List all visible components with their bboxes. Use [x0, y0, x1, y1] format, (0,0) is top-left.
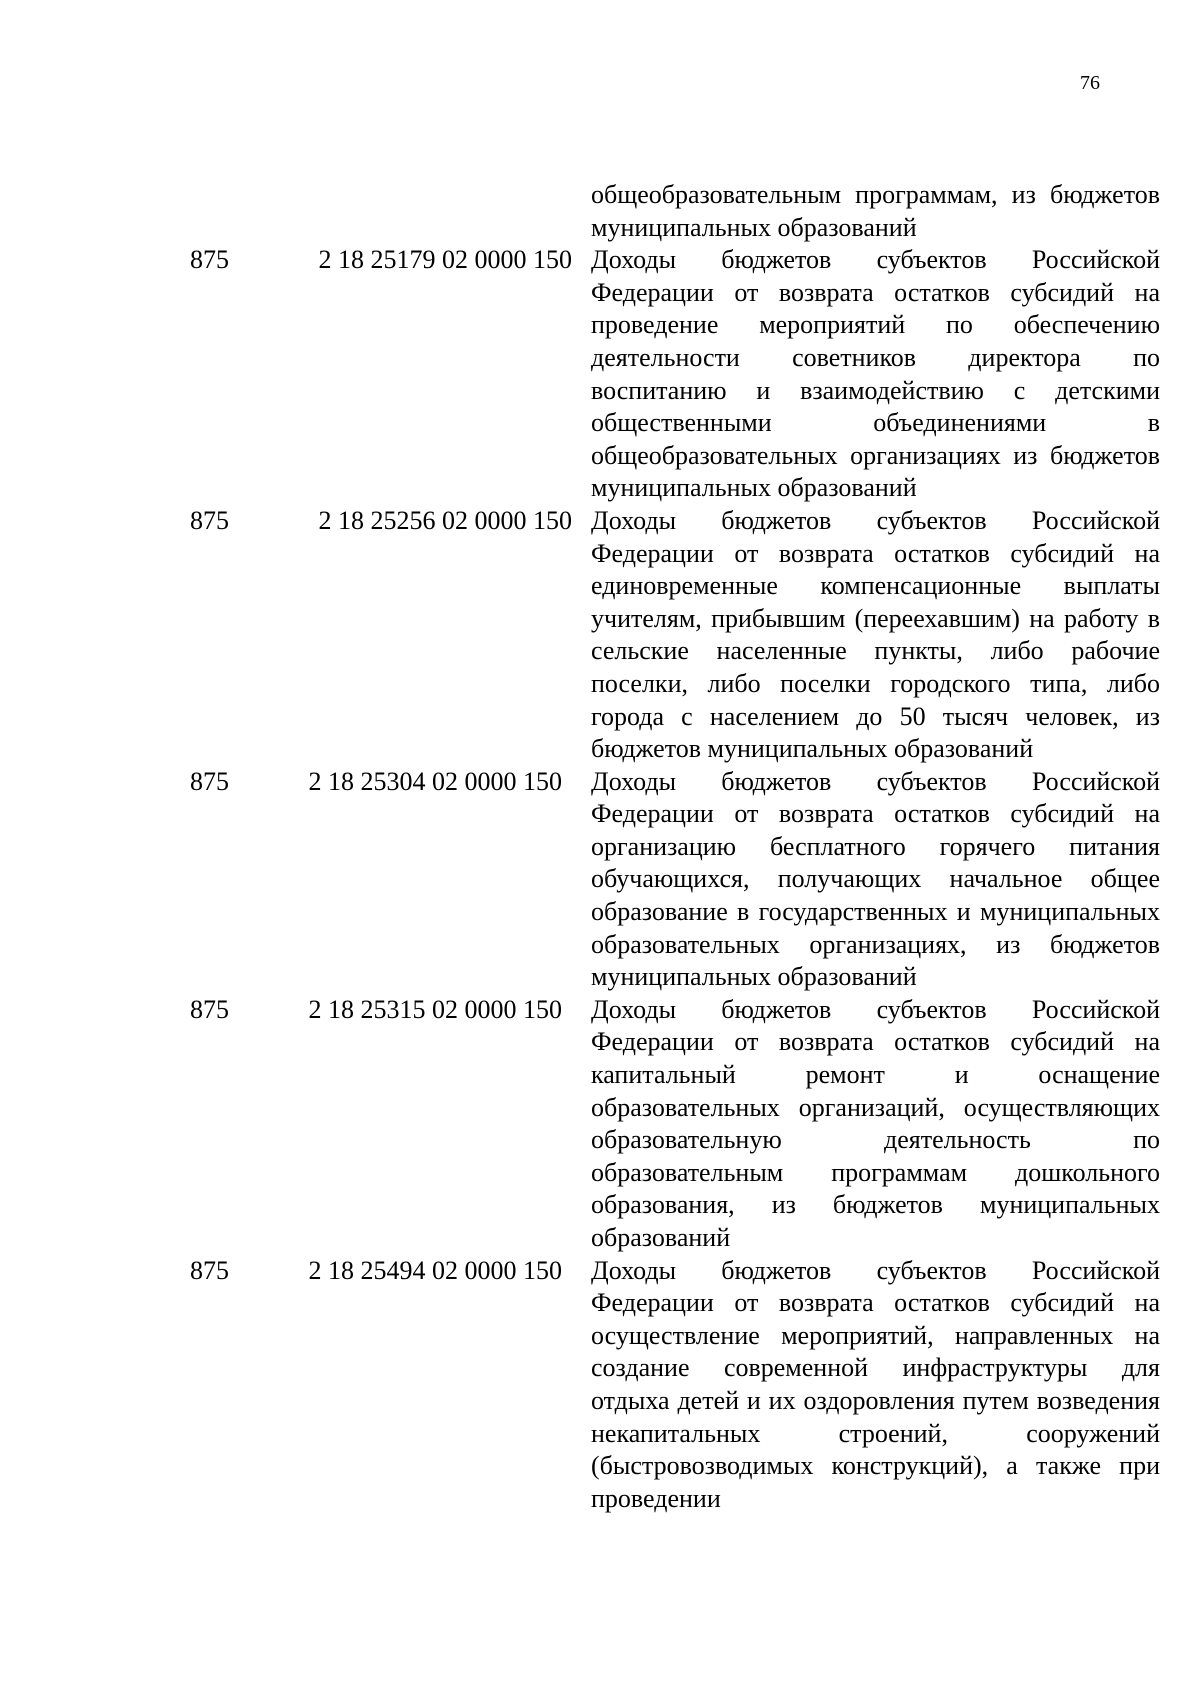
revenue-description: Доходы бюджетов субъектов Российской Федерации от возврата остатков субсидий на единовременные компенсационные выплаты учителям, прибывшим (переехавшим) на работу в сельские населенные пункты, либо рабочие поселки, либо поселки городского типа, либо города с населением до 50 тысяч человек, из бюджетов муниципальных образований [591, 505, 1160, 764]
admin-code: 875 [190, 994, 229, 1024]
table-row [0, 766, 1200, 994]
budget-classification-code: 2 18 25179 02 0000 150 [318, 245, 572, 275]
table-row [0, 1255, 1200, 1516]
budget-classification-code: 2 18 25315 02 0000 150 [308, 994, 562, 1024]
admin-code: 875 [190, 766, 229, 796]
revenue-description: Доходы бюджетов субъектов Российской Федерации от возврата остатков субсидий на осуществление мероприятий, направленных на создание современной инфраструктуры для отдыха детей и их оздоровления путем возведения некапитальных строений, сооружений (быстровозводимых конструкций), а также при проведении [591, 1255, 1160, 1513]
admin-code: 875 [190, 1255, 229, 1285]
budget-classification-code: 2 18 25256 02 0000 150 [318, 505, 572, 535]
revenue-codes-table [0, 179, 1200, 1515]
admin-code: 875 [190, 245, 229, 275]
budget-classification-code: 2 18 25494 02 0000 150 [308, 1255, 562, 1285]
admin-code: 875 [190, 505, 229, 535]
description-continuation: общеобразовательным программам, из бюджетов муниципальных образований [591, 180, 1160, 242]
table-row [0, 994, 1200, 1255]
revenue-description: Доходы бюджетов субъектов Российской Федерации от возврата остатков субсидий на проведение мероприятий по обеспечению деятельности советников директора по воспитанию и взаимодействию с детскими общественными объединениями в общеобразовательных организациях из бюджетов муниципальных образований [591, 245, 1160, 503]
budget-classification-code: 2 18 25304 02 0000 150 [308, 766, 562, 796]
table-row-continuation [0, 179, 1200, 244]
revenue-description: Доходы бюджетов субъектов Российской Федерации от возврата остатков субсидий на капитальный ремонт и оснащение образовательных организаций, осуществляющих образовательную деятельность по образовательным программам дошкольного образования, из бюджетов муниципальных образований [591, 994, 1160, 1252]
page-number: 76 [1080, 72, 1100, 94]
revenue-description: Доходы бюджетов субъектов Российской Федерации от возврата остатков субсидий на организацию бесплатного горячего питания обучающихся, получающих начальное общее образование в государственных и муниципальных образовательных организациях, из бюджетов муниципальных образований [591, 766, 1160, 992]
table-row [0, 505, 1200, 766]
table-row [0, 244, 1200, 505]
